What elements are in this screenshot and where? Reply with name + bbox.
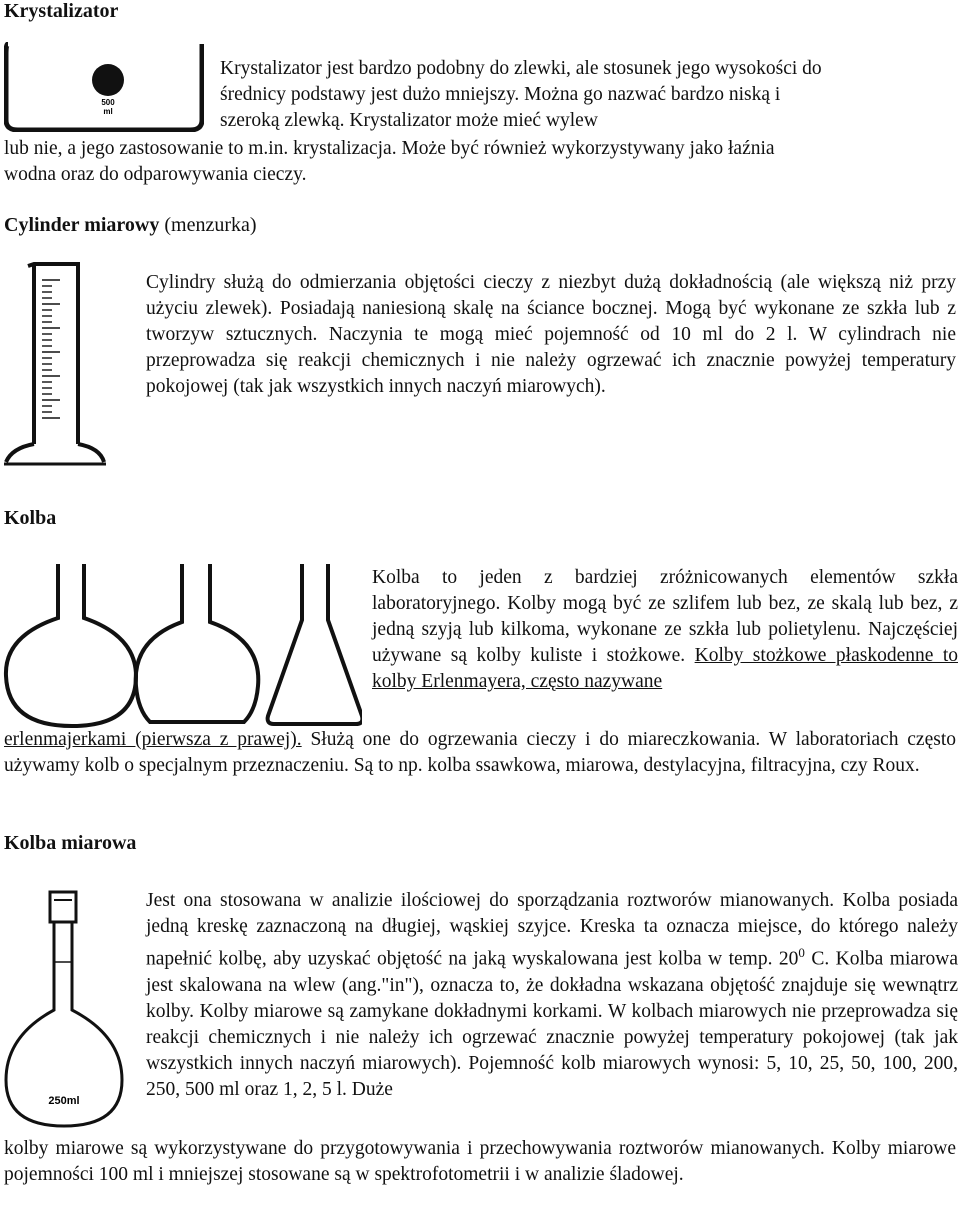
cylinder-title-bold: Cylinder miarowy bbox=[4, 214, 160, 236]
kolba-erlenmeyer-link-text: Kolby stożkowe płaskodenne to kolby Erlenmayera, często nazywane bbox=[372, 645, 958, 692]
krystalizator-line-1: Krystalizator jest bardzo podobny do zlewki, ale stosunek jego wysokości do bbox=[220, 58, 822, 79]
krystalizator-line-2: średnicy podstawy jest dużo mniejszy. Można go nazwać bardzo niską i bbox=[220, 84, 781, 105]
volumetric-flask-label: 250ml bbox=[48, 1095, 80, 1107]
krystalizator-wrap-line-1: lub nie, a jego zastosowanie to m.in. krystalizacja. Może być również wykorzystywany jako łaźnia bbox=[4, 138, 775, 159]
crystallizer-figure bbox=[4, 42, 204, 132]
graduated-cylinder-figure bbox=[2, 258, 106, 468]
crystallizer-unit-label: ml bbox=[103, 107, 113, 116]
cylinder-paragraph: Cylindry służą do odmierzania objętości cieczy z niezbyt dużą dokładnością (ale większą niż przy użyciu zlewek). Posiadają naniesioną skalę na ściance bocznej. Mogą być wykonane ze szkła lub z tworzyw sztucznych. Naczynia te mogą mieć pojemność od 10 ml do 2 l. W cylindrach nie przeprowadza się reakcji chemicznych i nie należy ogrzewać ich znacznie powyżej temperatury pokojowej (tak jak wszystkich innych naczyń miarowych). bbox=[146, 272, 956, 397]
kolba-miarowa-paragraph bbox=[146, 888, 958, 1103]
flasks-figure bbox=[2, 560, 362, 730]
kolba-miarowa-wrap-paragraph: kolby miarowe są wykorzystywane do przygotowywania i przechowywania roztworów mianowanych. Kolby miarowe pojemności 100 ml i mniejszej stosowane są w spektrofotometrii i w analizie śladowej. bbox=[4, 1138, 956, 1185]
kolba-text-plain: Kolba to jeden z bardziej zróżnicowanych elementów szkła laboratoryjnego. Kolby mogą być ze szlifem lub bez, ze skalą lub bez, z jedną szyją lub kilkoma, wykonane ze szkła lub polietylenu. Najczęściej używane są kolby kuliste i stożkowe. bbox=[372, 567, 958, 666]
volumetric-flask-figure bbox=[2, 890, 126, 1130]
kolba-miarowa-text-after: C. Kolba miarowa jest skalowana na wlew (ang."in"), oznacza to, że dokładna wskazana objętość znajduje się wewnątrz kolby. Kolby miarowe są zamykane dokładnymi korkami. W kolbach miarowych nie przeprowadza się reakcji chemicznych i nie należy ich ogrzewać znacznie powyżej temperatury pokojowej (tak jak wszystkich innych naczyń miarowych). Pojemność kolb miarowych wynosi: 5, 10, 25, 50, 100, 200, 250, 500 ml oraz 1, 2, 5 l. Duże bbox=[146, 948, 958, 1100]
section-title-kolba-miarowa: Kolba miarowa bbox=[4, 832, 137, 854]
kolba-miarowa-text-before: Jest ona stosowana w analizie ilościowej do sporządzania roztworów mianowanych. Kolba posiada jedną kreskę zaznaczoną na długiej, wąskiej szyjce. Kreska ta oznacza miejsce, do którego należy napełnić kolbę, aby uzyskać objętość na jaką wyskalowana jest kolba w temp. 20 bbox=[146, 890, 958, 970]
cylinder-title-rest: (menzurka) bbox=[159, 214, 257, 236]
section-title-cylinder bbox=[4, 214, 257, 237]
kolba-wrap-rest: Służą one do ogrzewania cieczy i do miareczkowania. W laboratoriach często używamy kolb o specjalnym przeznaczeniu. Są to np. kolba ssawkowa, miarowa, destylacyjna, filtracyjna, czy Roux. bbox=[4, 729, 956, 776]
kolba-erlenmajerki-text: erlenmajerkami (pierwsza z prawej). bbox=[4, 729, 302, 750]
section-title-kolba: Kolba bbox=[4, 507, 57, 529]
kolba-paragraph-right bbox=[372, 565, 958, 695]
temperature-superscript: 0 bbox=[798, 945, 805, 960]
section-title-krystalizator: Krystalizator bbox=[4, 0, 119, 22]
krystalizator-wrap-line-2: wodna oraz do odparowywania cieczy. bbox=[4, 164, 307, 185]
kolba-paragraph-wrap bbox=[4, 727, 956, 779]
crystallizer-volume-label: 500 bbox=[101, 98, 115, 107]
krystalizator-line-3: szeroką zlewką. Krystalizator może mieć wylew bbox=[220, 110, 598, 131]
